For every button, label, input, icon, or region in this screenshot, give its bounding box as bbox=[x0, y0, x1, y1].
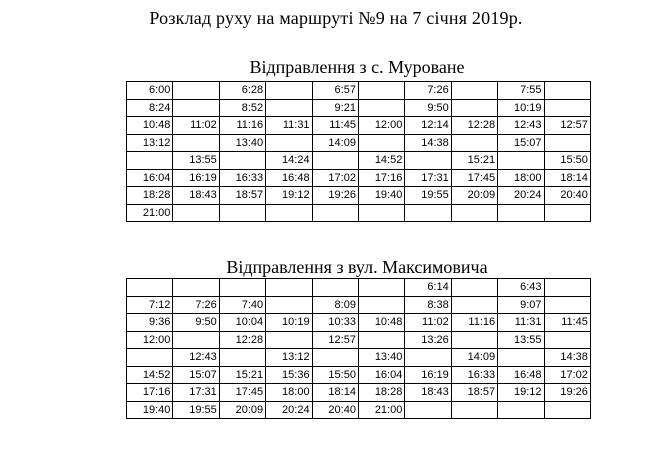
time-cell: 18:57 bbox=[451, 384, 497, 402]
time-cell: 14:52 bbox=[127, 366, 173, 384]
time-cell bbox=[451, 134, 497, 152]
time-cell bbox=[266, 82, 312, 100]
time-cell: 17:45 bbox=[451, 169, 497, 187]
table-row bbox=[127, 331, 591, 349]
time-cell bbox=[451, 331, 497, 349]
time-cell: 7:26 bbox=[173, 296, 219, 314]
time-cell: 11:02 bbox=[173, 117, 219, 135]
table-row bbox=[127, 296, 591, 314]
time-cell: 10:04 bbox=[219, 314, 265, 332]
time-cell: 13:40 bbox=[219, 134, 265, 152]
time-cell: 20:40 bbox=[544, 187, 590, 205]
time-cell: 14:38 bbox=[544, 349, 590, 367]
time-cell: 10:48 bbox=[358, 314, 404, 332]
time-cell bbox=[219, 279, 265, 297]
time-cell: 16:04 bbox=[358, 366, 404, 384]
time-cell: 7:12 bbox=[127, 296, 173, 314]
schedule-table-murovane bbox=[126, 81, 591, 222]
time-cell bbox=[312, 279, 358, 297]
time-cell: 18:28 bbox=[358, 384, 404, 402]
table-row bbox=[127, 169, 591, 187]
table-row bbox=[127, 401, 591, 419]
page-title: Розклад руху на маршруті №9 на 7 січня 2019р. bbox=[149, 8, 523, 28]
table-row bbox=[127, 349, 591, 367]
time-cell: 11:45 bbox=[544, 314, 590, 332]
time-cell: 6:28 bbox=[219, 82, 265, 100]
time-cell: 17:16 bbox=[358, 169, 404, 187]
time-cell: 18:00 bbox=[498, 169, 544, 187]
time-cell bbox=[219, 349, 265, 367]
time-cell: 17:02 bbox=[544, 366, 590, 384]
time-cell: 15:07 bbox=[173, 366, 219, 384]
time-cell: 11:31 bbox=[266, 117, 312, 135]
time-cell: 21:00 bbox=[358, 401, 404, 419]
time-cell: 15:50 bbox=[544, 152, 590, 170]
time-cell: 12:00 bbox=[358, 117, 404, 135]
time-cell bbox=[498, 152, 544, 170]
time-cell bbox=[451, 204, 497, 222]
table-row bbox=[127, 204, 591, 222]
time-cell bbox=[498, 204, 544, 222]
time-cell bbox=[219, 204, 265, 222]
time-cell: 18:00 bbox=[266, 384, 312, 402]
time-cell: 9:36 bbox=[127, 314, 173, 332]
time-cell bbox=[266, 204, 312, 222]
time-cell bbox=[405, 349, 451, 367]
time-cell: 10:33 bbox=[312, 314, 358, 332]
time-cell bbox=[358, 296, 404, 314]
time-cell: 19:55 bbox=[173, 401, 219, 419]
time-cell: 18:43 bbox=[405, 384, 451, 402]
time-cell: 14:38 bbox=[405, 134, 451, 152]
time-cell bbox=[266, 99, 312, 117]
time-cell: 15:21 bbox=[219, 366, 265, 384]
time-cell: 15:21 bbox=[451, 152, 497, 170]
time-cell: 6:57 bbox=[312, 82, 358, 100]
time-cell: 12:00 bbox=[127, 331, 173, 349]
section-heading-maksymovycha: Відправлення з вул. Максимовича bbox=[226, 257, 488, 277]
time-cell bbox=[312, 204, 358, 222]
time-cell: 12:14 bbox=[405, 117, 451, 135]
time-cell: 15:07 bbox=[498, 134, 544, 152]
time-cell: 19:55 bbox=[405, 187, 451, 205]
table-row bbox=[127, 384, 591, 402]
time-cell bbox=[173, 204, 219, 222]
time-cell: 11:02 bbox=[405, 314, 451, 332]
time-cell bbox=[544, 82, 590, 100]
time-cell bbox=[544, 99, 590, 117]
time-cell bbox=[358, 82, 404, 100]
time-cell bbox=[451, 99, 497, 117]
time-cell: 13:55 bbox=[173, 152, 219, 170]
time-cell: 6:14 bbox=[405, 279, 451, 297]
time-cell: 16:19 bbox=[173, 169, 219, 187]
time-cell: 13:26 bbox=[405, 331, 451, 349]
time-cell bbox=[405, 401, 451, 419]
time-cell bbox=[358, 134, 404, 152]
time-cell: 11:31 bbox=[498, 314, 544, 332]
time-cell bbox=[405, 152, 451, 170]
time-cell: 19:12 bbox=[498, 384, 544, 402]
time-cell bbox=[173, 134, 219, 152]
time-cell: 18:14 bbox=[544, 169, 590, 187]
section-heading-murovane: Відправлення з с. Муроване bbox=[249, 57, 465, 77]
schedule-table-maksymovycha bbox=[126, 278, 591, 419]
time-cell: 7:26 bbox=[405, 82, 451, 100]
time-cell bbox=[219, 152, 265, 170]
time-cell: 14:09 bbox=[451, 349, 497, 367]
time-cell: 16:33 bbox=[219, 169, 265, 187]
time-cell: 20:40 bbox=[312, 401, 358, 419]
table-row bbox=[127, 314, 591, 332]
time-cell: 10:48 bbox=[127, 117, 173, 135]
time-cell: 17:02 bbox=[312, 169, 358, 187]
time-cell: 8:38 bbox=[405, 296, 451, 314]
time-cell: 13:40 bbox=[358, 349, 404, 367]
time-cell bbox=[173, 82, 219, 100]
time-cell: 17:31 bbox=[173, 384, 219, 402]
time-cell: 9:07 bbox=[498, 296, 544, 314]
time-cell bbox=[544, 296, 590, 314]
time-cell: 10:19 bbox=[266, 314, 312, 332]
time-cell bbox=[451, 401, 497, 419]
time-cell: 8:09 bbox=[312, 296, 358, 314]
time-cell: 19:12 bbox=[266, 187, 312, 205]
time-cell: 16:48 bbox=[498, 366, 544, 384]
time-cell: 20:09 bbox=[451, 187, 497, 205]
time-cell bbox=[358, 331, 404, 349]
time-cell: 7:55 bbox=[498, 82, 544, 100]
time-cell: 12:43 bbox=[498, 117, 544, 135]
time-cell bbox=[127, 152, 173, 170]
time-cell bbox=[358, 99, 404, 117]
time-cell bbox=[405, 204, 451, 222]
time-cell: 19:40 bbox=[127, 401, 173, 419]
time-cell: 14:24 bbox=[266, 152, 312, 170]
time-cell bbox=[127, 279, 173, 297]
time-cell: 16:48 bbox=[266, 169, 312, 187]
time-cell bbox=[498, 401, 544, 419]
time-cell: 9:21 bbox=[312, 99, 358, 117]
time-cell: 13:12 bbox=[127, 134, 173, 152]
time-cell bbox=[358, 204, 404, 222]
time-cell bbox=[173, 279, 219, 297]
table-row bbox=[127, 134, 591, 152]
table-row bbox=[127, 152, 591, 170]
time-cell bbox=[544, 331, 590, 349]
time-cell bbox=[266, 279, 312, 297]
time-cell: 11:16 bbox=[219, 117, 265, 135]
table-row bbox=[127, 366, 591, 384]
table-row bbox=[127, 117, 591, 135]
time-cell: 14:09 bbox=[312, 134, 358, 152]
table-row bbox=[127, 82, 591, 100]
time-cell: 17:45 bbox=[219, 384, 265, 402]
time-cell: 20:24 bbox=[498, 187, 544, 205]
time-cell: 12:57 bbox=[544, 117, 590, 135]
time-cell: 9:50 bbox=[405, 99, 451, 117]
time-cell: 12:43 bbox=[173, 349, 219, 367]
time-cell: 19:26 bbox=[544, 384, 590, 402]
time-cell bbox=[544, 204, 590, 222]
time-cell: 14:52 bbox=[358, 152, 404, 170]
time-cell: 18:43 bbox=[173, 187, 219, 205]
time-cell: 9:50 bbox=[173, 314, 219, 332]
time-cell: 6:43 bbox=[498, 279, 544, 297]
table-row bbox=[127, 187, 591, 205]
time-cell: 6:00 bbox=[127, 82, 173, 100]
time-cell: 20:09 bbox=[219, 401, 265, 419]
time-cell bbox=[451, 279, 497, 297]
time-cell bbox=[451, 82, 497, 100]
time-cell: 16:19 bbox=[405, 366, 451, 384]
time-cell: 8:24 bbox=[127, 99, 173, 117]
time-cell bbox=[358, 279, 404, 297]
time-cell: 12:28 bbox=[219, 331, 265, 349]
time-cell: 19:40 bbox=[358, 187, 404, 205]
time-cell: 18:57 bbox=[219, 187, 265, 205]
time-cell: 16:04 bbox=[127, 169, 173, 187]
time-cell: 12:57 bbox=[312, 331, 358, 349]
time-cell bbox=[266, 296, 312, 314]
time-cell: 13:55 bbox=[498, 331, 544, 349]
table-row bbox=[127, 99, 591, 117]
time-cell bbox=[127, 349, 173, 367]
time-cell bbox=[544, 401, 590, 419]
time-cell: 19:26 bbox=[312, 187, 358, 205]
time-cell: 18:14 bbox=[312, 384, 358, 402]
time-cell: 17:31 bbox=[405, 169, 451, 187]
time-cell: 18:28 bbox=[127, 187, 173, 205]
table-row bbox=[127, 279, 591, 297]
time-cell bbox=[544, 134, 590, 152]
time-cell bbox=[312, 152, 358, 170]
time-cell: 15:50 bbox=[312, 366, 358, 384]
time-cell bbox=[451, 296, 497, 314]
time-cell bbox=[498, 349, 544, 367]
time-cell: 10:19 bbox=[498, 99, 544, 117]
time-cell: 17:16 bbox=[127, 384, 173, 402]
time-cell bbox=[173, 99, 219, 117]
time-cell: 8:52 bbox=[219, 99, 265, 117]
time-cell bbox=[312, 349, 358, 367]
time-cell: 12:28 bbox=[451, 117, 497, 135]
time-cell: 7:40 bbox=[219, 296, 265, 314]
time-cell: 13:12 bbox=[266, 349, 312, 367]
time-cell: 11:45 bbox=[312, 117, 358, 135]
time-cell bbox=[266, 331, 312, 349]
time-cell: 15:36 bbox=[266, 366, 312, 384]
time-cell: 11:16 bbox=[451, 314, 497, 332]
time-cell bbox=[266, 134, 312, 152]
time-cell: 20:24 bbox=[266, 401, 312, 419]
time-cell: 16:33 bbox=[451, 366, 497, 384]
time-cell bbox=[173, 331, 219, 349]
time-cell: 21:00 bbox=[127, 204, 173, 222]
time-cell bbox=[544, 279, 590, 297]
